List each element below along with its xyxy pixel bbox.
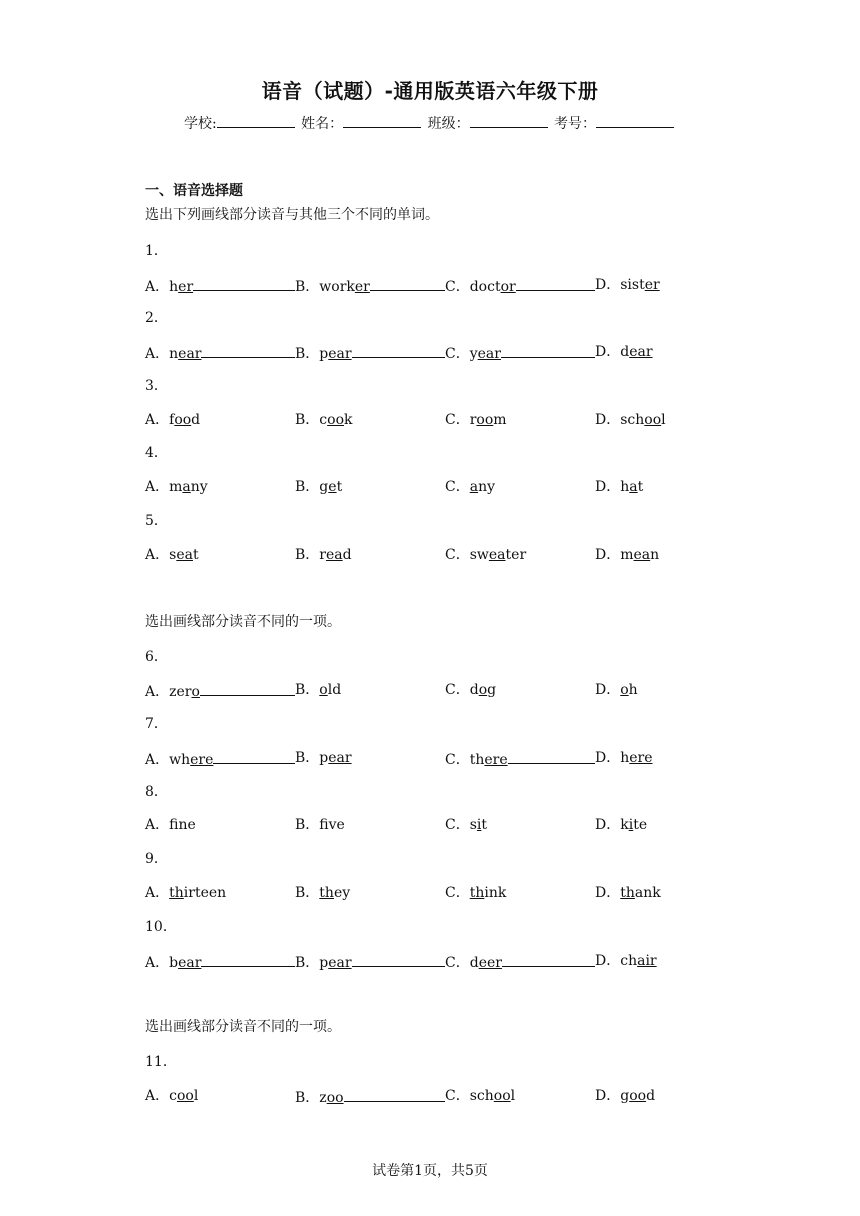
word-prefix: h bbox=[620, 750, 630, 766]
answer-blank-line bbox=[508, 749, 595, 764]
word-suffix: n bbox=[650, 547, 660, 563]
answer-blank-line bbox=[344, 1087, 445, 1102]
option-letter: B． bbox=[295, 885, 320, 901]
word-prefix: m bbox=[620, 547, 634, 563]
underlined-part: i bbox=[476, 817, 482, 833]
word-suffix: ve bbox=[328, 817, 345, 833]
word-suffix: m bbox=[493, 412, 507, 428]
option-b[interactable] bbox=[295, 749, 352, 767]
option-letter: D． bbox=[595, 817, 621, 833]
option-word bbox=[620, 953, 656, 969]
underlined-part: ear bbox=[477, 346, 501, 362]
underlined-part: ear bbox=[178, 346, 202, 362]
underlined-part: oo bbox=[327, 412, 344, 428]
option-word bbox=[319, 885, 350, 901]
option-word bbox=[470, 1088, 515, 1104]
option-word bbox=[319, 817, 345, 833]
option-letter: D． bbox=[595, 682, 621, 698]
word-prefix: n bbox=[169, 346, 179, 362]
option-word bbox=[470, 479, 495, 495]
word-suffix: ank bbox=[634, 885, 661, 901]
option-c[interactable] bbox=[445, 478, 495, 496]
underlined-part: ear bbox=[629, 344, 653, 360]
underlined-part: ea bbox=[488, 547, 506, 563]
word-suffix: ter bbox=[505, 547, 527, 563]
option-letter: D． bbox=[595, 277, 621, 293]
word-prefix: s bbox=[469, 817, 477, 833]
option-letter: B． bbox=[295, 817, 320, 833]
answer-blank-line bbox=[502, 952, 595, 967]
word-suffix: t bbox=[336, 479, 343, 495]
option-c[interactable] bbox=[445, 546, 526, 564]
option-a[interactable] bbox=[145, 884, 226, 902]
option-word bbox=[620, 344, 652, 360]
instruction-text: 选出下列画线部分读音与其他三个不同的单词。 bbox=[145, 207, 439, 223]
option-letter: B． bbox=[295, 547, 320, 563]
option-d[interactable] bbox=[595, 411, 666, 429]
option-c[interactable] bbox=[445, 411, 507, 429]
option-letter: C． bbox=[445, 547, 470, 563]
option-word bbox=[319, 955, 351, 971]
option-word bbox=[470, 682, 496, 698]
option-d[interactable] bbox=[595, 816, 647, 834]
option-a[interactable] bbox=[145, 749, 295, 769]
option-letter: A． bbox=[145, 817, 170, 833]
underlined-part: ea bbox=[633, 547, 651, 563]
word-prefix: y bbox=[469, 346, 478, 362]
option-word bbox=[620, 817, 647, 833]
word-suffix: irteen bbox=[183, 885, 227, 901]
word-prefix: p bbox=[319, 955, 329, 971]
option-word bbox=[169, 412, 200, 428]
question-number: 8． bbox=[145, 784, 168, 800]
option-c[interactable] bbox=[445, 343, 595, 363]
question-number: 3． bbox=[145, 378, 168, 394]
word-prefix: f bbox=[169, 817, 179, 833]
option-word bbox=[319, 750, 351, 766]
option-word bbox=[169, 817, 196, 833]
underlined-part: er bbox=[178, 279, 194, 295]
option-word bbox=[169, 547, 198, 563]
underlined-part: o bbox=[191, 684, 200, 700]
underlined-part: oo bbox=[629, 1088, 647, 1104]
option-letter: A． bbox=[145, 885, 170, 901]
option-word bbox=[169, 279, 193, 295]
underlined-part: air bbox=[637, 953, 657, 969]
underlined-part: a bbox=[182, 479, 191, 495]
word-prefix: p bbox=[319, 750, 329, 766]
underlined-part: ear bbox=[328, 346, 352, 362]
school-label: 学校: bbox=[183, 116, 217, 132]
word-prefix: r bbox=[319, 547, 326, 563]
underlined-part: o bbox=[478, 682, 488, 698]
word-prefix: d bbox=[469, 682, 479, 698]
option-letter: D． bbox=[595, 1088, 621, 1104]
option-word bbox=[470, 955, 502, 971]
option-a[interactable] bbox=[145, 411, 200, 429]
underlined-part: th bbox=[319, 885, 334, 901]
option-b[interactable] bbox=[295, 952, 445, 972]
option-a[interactable] bbox=[145, 343, 295, 363]
option-b[interactable] bbox=[295, 1087, 445, 1107]
option-letter: D． bbox=[595, 885, 621, 901]
option-letter: D． bbox=[595, 547, 621, 563]
option-letter: C． bbox=[445, 885, 470, 901]
underlined-part: ear bbox=[178, 955, 202, 971]
option-letter: A． bbox=[145, 752, 170, 768]
option-letter: A． bbox=[145, 279, 170, 295]
answer-blank-line bbox=[516, 276, 595, 291]
underlined-part: ere bbox=[190, 752, 214, 768]
option-letter: C． bbox=[445, 817, 470, 833]
page-footer: 试卷第1页，共5页 bbox=[372, 1163, 488, 1179]
option-c[interactable] bbox=[445, 816, 487, 834]
instruction-text: 选出画线部分读音不同的一项。 bbox=[145, 614, 341, 630]
word-prefix: sch bbox=[620, 412, 645, 428]
option-d[interactable] bbox=[595, 749, 653, 767]
word-suffix: k bbox=[344, 412, 353, 428]
word-prefix: d bbox=[620, 344, 630, 360]
word-prefix: h bbox=[620, 479, 630, 495]
option-word bbox=[319, 547, 351, 563]
option-a[interactable] bbox=[145, 276, 295, 296]
exam-number-label: 考号： bbox=[554, 116, 597, 132]
option-word bbox=[169, 955, 201, 971]
exam-number-field[interactable] bbox=[596, 114, 674, 128]
option-word bbox=[470, 547, 526, 563]
option-d[interactable] bbox=[595, 884, 661, 902]
option-letter: B． bbox=[295, 1090, 320, 1106]
option-word bbox=[319, 1090, 343, 1106]
word-prefix: ch bbox=[620, 953, 638, 969]
option-word bbox=[620, 479, 643, 495]
option-b[interactable] bbox=[295, 478, 342, 496]
word-prefix: c bbox=[319, 412, 328, 428]
answer-blank-line bbox=[370, 276, 445, 291]
underlined-part: oo bbox=[476, 412, 494, 428]
option-letter: D． bbox=[595, 344, 621, 360]
option-word bbox=[470, 346, 501, 362]
underlined-part: i bbox=[628, 817, 634, 833]
option-a[interactable] bbox=[145, 952, 295, 972]
option-word bbox=[470, 412, 507, 428]
underlined-part: o bbox=[319, 682, 328, 698]
word-prefix: c bbox=[169, 1088, 177, 1104]
option-c[interactable] bbox=[445, 749, 595, 769]
word-prefix: zer bbox=[169, 684, 192, 700]
option-a[interactable] bbox=[145, 681, 295, 701]
underlined-part: ere bbox=[484, 752, 508, 768]
option-letter: D． bbox=[595, 750, 621, 766]
underlined-part: or bbox=[500, 279, 516, 295]
name-field[interactable] bbox=[343, 114, 421, 128]
option-letter: B． bbox=[295, 955, 320, 971]
option-word bbox=[620, 682, 637, 698]
option-word bbox=[319, 346, 351, 362]
underlined-part: er bbox=[354, 279, 370, 295]
option-d[interactable] bbox=[595, 952, 657, 970]
answer-blank-line bbox=[200, 681, 295, 696]
option-b[interactable] bbox=[295, 411, 352, 429]
option-b[interactable] bbox=[295, 276, 445, 296]
word-prefix: wh bbox=[169, 752, 191, 768]
answer-blank-line bbox=[201, 952, 295, 967]
option-word bbox=[620, 885, 661, 901]
option-c[interactable] bbox=[445, 1087, 515, 1105]
name-label: 姓名： bbox=[301, 116, 344, 132]
underlined-part: ear bbox=[328, 955, 352, 971]
option-b[interactable] bbox=[295, 681, 341, 699]
word-suffix: g bbox=[487, 682, 497, 698]
option-word bbox=[169, 1088, 198, 1104]
option-word bbox=[620, 277, 659, 293]
class-label: 班级： bbox=[427, 116, 470, 132]
instruction-text: 选出画线部分读音不同的一项。 bbox=[145, 1019, 341, 1035]
underlined-part: ere bbox=[629, 750, 653, 766]
option-b[interactable] bbox=[295, 816, 345, 834]
school-field[interactable] bbox=[217, 114, 295, 128]
word-suffix: d bbox=[342, 547, 352, 563]
option-d[interactable] bbox=[595, 343, 653, 361]
option-a[interactable] bbox=[145, 546, 199, 564]
option-word bbox=[620, 750, 652, 766]
option-word bbox=[319, 479, 342, 495]
word-prefix: h bbox=[169, 279, 179, 295]
option-letter: A． bbox=[145, 412, 170, 428]
option-word bbox=[620, 1088, 655, 1104]
word-prefix: m bbox=[169, 479, 183, 495]
option-word bbox=[470, 817, 487, 833]
option-d[interactable] bbox=[595, 546, 659, 564]
word-suffix: te bbox=[633, 817, 648, 833]
underlined-part: er bbox=[644, 277, 660, 293]
option-letter: C． bbox=[445, 279, 470, 295]
word-suffix: t bbox=[481, 817, 488, 833]
word-prefix: g bbox=[319, 479, 329, 495]
option-letter: C． bbox=[445, 346, 470, 362]
word-suffix: t bbox=[637, 479, 644, 495]
underlined-part: a bbox=[469, 479, 479, 495]
option-c[interactable] bbox=[445, 952, 595, 972]
option-c[interactable] bbox=[445, 681, 496, 699]
option-letter: A． bbox=[145, 955, 170, 971]
option-letter: C． bbox=[445, 1088, 470, 1104]
option-word bbox=[169, 684, 200, 700]
question-number: 11． bbox=[145, 1054, 177, 1070]
word-suffix: d bbox=[646, 1088, 656, 1104]
word-suffix: h bbox=[628, 682, 638, 698]
word-suffix: ny bbox=[478, 479, 496, 495]
question-number: 4． bbox=[145, 445, 168, 461]
answer-blank-line bbox=[352, 952, 445, 967]
option-letter: A． bbox=[145, 479, 170, 495]
option-letter: B． bbox=[295, 750, 320, 766]
question-number: 6． bbox=[145, 649, 168, 665]
underlined-part: th bbox=[620, 885, 635, 901]
option-letter: B． bbox=[295, 412, 320, 428]
word-prefix: d bbox=[469, 955, 479, 971]
option-a[interactable] bbox=[145, 478, 208, 496]
word-suffix: t bbox=[192, 547, 199, 563]
word-suffix: l bbox=[193, 1088, 199, 1104]
option-d[interactable] bbox=[595, 276, 660, 294]
question-number: 7． bbox=[145, 716, 168, 732]
option-letter: B． bbox=[295, 279, 320, 295]
underlined-part: oo bbox=[174, 412, 192, 428]
option-word bbox=[620, 547, 659, 563]
word-prefix: sist bbox=[620, 277, 645, 293]
word-suffix: ink bbox=[484, 885, 507, 901]
option-b[interactable] bbox=[295, 884, 350, 902]
underlined-part: a bbox=[629, 479, 638, 495]
word-suffix: l bbox=[661, 412, 666, 428]
option-letter: D． bbox=[595, 953, 621, 969]
word-suffix: ld bbox=[327, 682, 342, 698]
word-suffix: ey bbox=[333, 885, 351, 901]
question-number: 9． bbox=[145, 851, 168, 867]
option-c[interactable] bbox=[445, 276, 595, 296]
option-word bbox=[169, 885, 226, 901]
option-a[interactable] bbox=[145, 1087, 198, 1105]
word-prefix: f bbox=[319, 817, 329, 833]
answer-blank-line bbox=[501, 343, 595, 358]
underlined-part: th bbox=[469, 885, 485, 901]
option-word bbox=[319, 279, 370, 295]
option-a[interactable] bbox=[145, 816, 196, 834]
option-letter: D． bbox=[595, 479, 621, 495]
option-letter: C． bbox=[445, 412, 470, 428]
word-prefix: b bbox=[169, 955, 179, 971]
word-prefix: g bbox=[620, 1088, 630, 1104]
word-prefix: th bbox=[469, 752, 485, 768]
word-prefix: s bbox=[169, 547, 177, 563]
option-word bbox=[169, 346, 201, 362]
word-prefix: r bbox=[469, 412, 477, 428]
option-word bbox=[470, 279, 516, 295]
option-word bbox=[620, 412, 665, 428]
option-letter: A． bbox=[145, 1088, 170, 1104]
underlined-part: o bbox=[620, 682, 629, 698]
answer-blank-line bbox=[201, 343, 295, 358]
word-prefix: sw bbox=[469, 547, 489, 563]
underlined-part: oo bbox=[326, 1090, 344, 1106]
option-letter: C． bbox=[445, 955, 470, 971]
option-letter: C． bbox=[445, 682, 470, 698]
underlined-part: oo bbox=[176, 1088, 194, 1104]
page-title: 语音（试题）-通用版英语六年级下册 bbox=[261, 79, 599, 103]
underlined-part: th bbox=[169, 885, 184, 901]
underlined-part: ea bbox=[176, 547, 193, 563]
underlined-part: ea bbox=[326, 547, 343, 563]
word-suffix: d bbox=[191, 412, 201, 428]
option-b[interactable] bbox=[295, 343, 445, 363]
option-d[interactable] bbox=[595, 1087, 655, 1105]
option-word bbox=[169, 752, 213, 768]
option-letter: B． bbox=[295, 479, 320, 495]
answer-blank-line bbox=[193, 276, 295, 291]
question-number: 10． bbox=[145, 919, 177, 935]
underlined-part: e bbox=[328, 479, 337, 495]
word-prefix: f bbox=[169, 412, 175, 428]
option-letter: A． bbox=[145, 346, 170, 362]
option-word bbox=[319, 682, 341, 698]
underlined-part: ear bbox=[328, 750, 352, 766]
word-suffix: ny bbox=[190, 479, 208, 495]
word-suffix: l bbox=[510, 1088, 516, 1104]
class-field[interactable] bbox=[470, 114, 548, 128]
word-prefix: sch bbox=[469, 1088, 494, 1104]
option-d[interactable] bbox=[595, 681, 638, 699]
option-letter: C． bbox=[445, 752, 470, 768]
underlined-part: eer bbox=[478, 955, 502, 971]
option-letter: A． bbox=[145, 684, 170, 700]
word-prefix: z bbox=[319, 1090, 327, 1106]
option-letter: A． bbox=[145, 547, 170, 563]
option-letter: D． bbox=[595, 412, 621, 428]
section-title: 一、语音选择题 bbox=[145, 183, 243, 199]
option-word bbox=[169, 479, 208, 495]
option-word bbox=[319, 412, 352, 428]
answer-blank-line bbox=[213, 749, 295, 764]
question-number: 2． bbox=[145, 310, 168, 326]
option-word bbox=[470, 752, 508, 768]
option-word bbox=[470, 885, 507, 901]
question-number: 1． bbox=[145, 243, 168, 259]
word-prefix: doct bbox=[469, 279, 501, 295]
word-prefix: work bbox=[319, 279, 355, 295]
underlined-part: oo bbox=[644, 412, 662, 428]
word-suffix: ne bbox=[178, 817, 196, 833]
option-c[interactable] bbox=[445, 884, 506, 902]
student-info-line bbox=[0, 113, 860, 133]
word-prefix: p bbox=[319, 346, 329, 362]
option-letter: B． bbox=[295, 346, 320, 362]
word-prefix: k bbox=[620, 817, 629, 833]
underlined-part: oo bbox=[493, 1088, 511, 1104]
option-letter: B． bbox=[295, 682, 320, 698]
option-d[interactable] bbox=[595, 478, 643, 496]
option-b[interactable] bbox=[295, 546, 352, 564]
answer-blank-line bbox=[352, 343, 445, 358]
question-number: 5． bbox=[145, 513, 168, 529]
option-letter: C． bbox=[445, 479, 470, 495]
